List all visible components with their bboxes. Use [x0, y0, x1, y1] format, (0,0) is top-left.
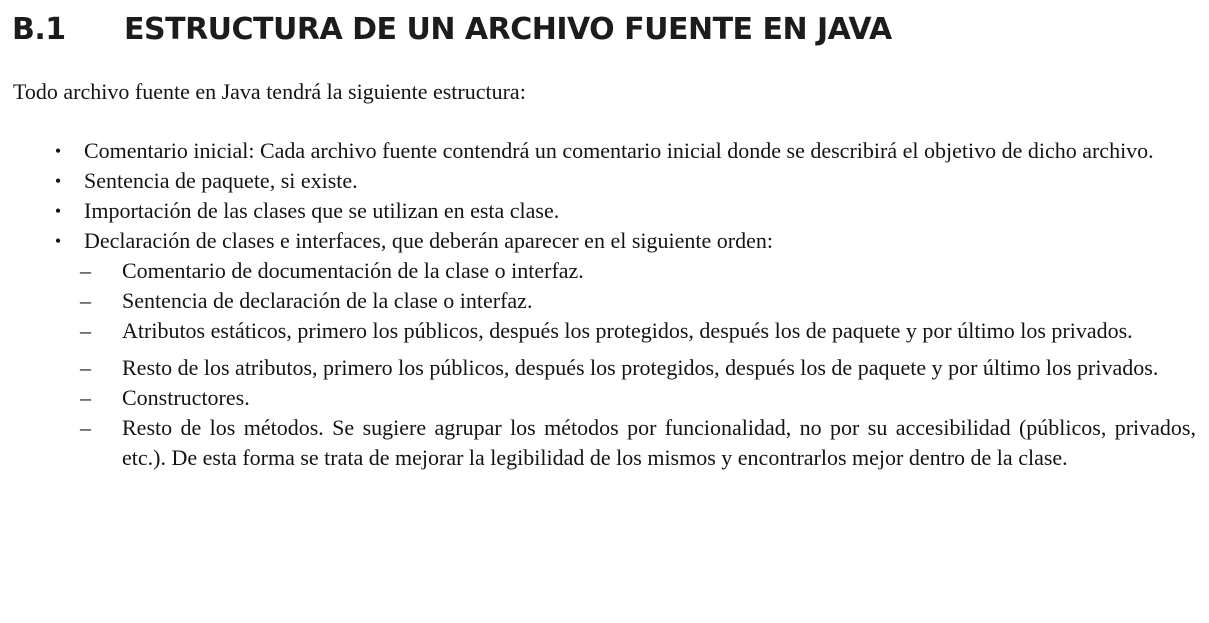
dash-marker: –	[80, 415, 91, 440]
list-item-text: Sentencia de paquete, si existe.	[84, 168, 358, 193]
dash-marker: –	[80, 318, 91, 343]
list-item-text: Declaración de clases e interfaces, que deberán aparecer en el siguiente orden:	[84, 228, 773, 253]
list-item-text: Importación de las clases que se utilizan en esta clase.	[84, 198, 560, 223]
sublist-item	[44, 316, 1196, 346]
bullet-marker: •	[54, 201, 62, 221]
list-item-declarations	[46, 226, 1196, 473]
list-item-imports	[46, 196, 1196, 226]
bullet-marker: •	[54, 171, 62, 191]
sublist-item	[44, 256, 1196, 286]
sublist-item-text: Resto de los métodos. Se sugiere agrupar los métodos por funcionalidad, no por su accesibilidad (públicos, privados, etc.). De esta forma se trata de mejorar la legibilidad de los mismos y encontrarlos mejor dentro de la clase.	[122, 415, 1196, 470]
sublist-item	[44, 413, 1196, 473]
sublist-item-text: Sentencia de declaración de la clase o interfaz.	[122, 288, 533, 313]
sublist-item-text: Resto de los atributos, primero los públicos, después los protegidos, después los de paquete y por último los privados.	[122, 355, 1159, 380]
sublist-item-text: Constructores.	[122, 385, 250, 410]
dash-marker: –	[80, 355, 91, 380]
bullet-marker: •	[54, 231, 62, 251]
list-item-text: Comentario inicial: Cada archivo fuente contendrá un comentario inicial donde se describirá el objetivo de dicho archivo.	[84, 138, 1154, 163]
dash-marker: –	[80, 288, 91, 313]
sublist-item-text: Atributos estáticos, primero los públicos, después los protegidos, después los de paquete y por último los privados.	[122, 318, 1133, 343]
structure-list	[46, 136, 1196, 473]
list-item-package	[46, 166, 1196, 196]
section-number: B.1	[12, 12, 66, 47]
section-heading	[12, 10, 892, 50]
section-title: ESTRUCTURA DE UN ARCHIVO FUENTE EN JAVA	[124, 12, 892, 47]
bullet-marker: •	[54, 141, 62, 161]
sublist-item	[44, 353, 1196, 383]
list-item-initial-comment	[46, 136, 1196, 166]
sublist-item	[44, 383, 1196, 413]
sublist-item	[44, 286, 1196, 316]
intro-paragraph: Todo archivo fuente en Java tendrá la siguiente estructura:	[13, 79, 526, 104]
sublist-item-text: Comentario de documentación de la clase o interfaz.	[122, 258, 584, 283]
dash-marker: –	[80, 258, 91, 283]
declaration-order-list	[44, 256, 1196, 473]
dash-marker: –	[80, 385, 91, 410]
